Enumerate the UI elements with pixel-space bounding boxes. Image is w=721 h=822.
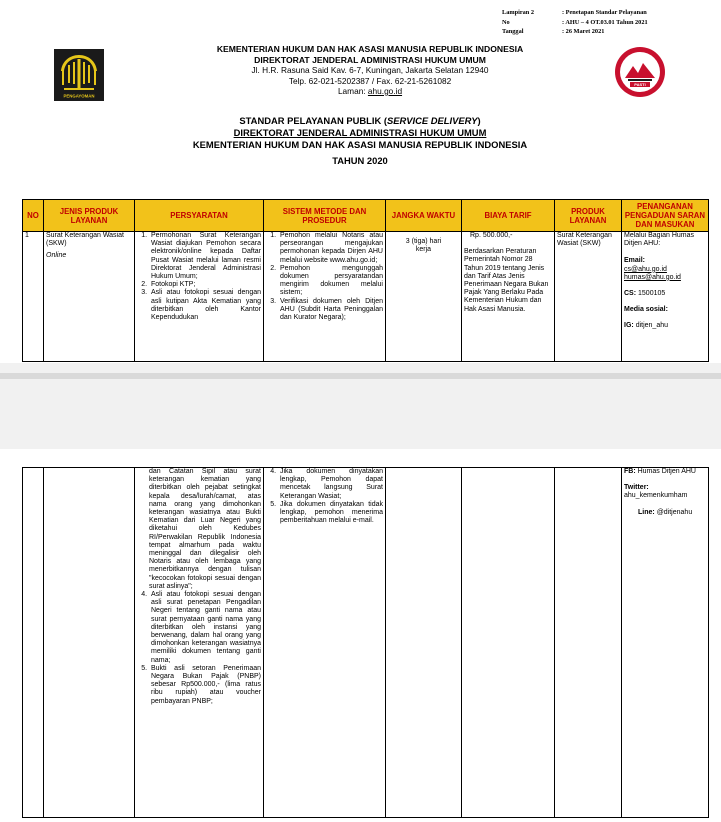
- header-produk: PRODUK LAYANAN: [555, 200, 622, 232]
- list-item: 1. Permohonan Surat Keterangan Wasiat diajukan Pemohon secara elektronik/online kepada Daftar Pusat Wasiat melalui laman resmi Direktorat Jenderal Administrasi Hukum Umum;: [149, 232, 261, 281]
- page-separator: [0, 363, 721, 449]
- biaya-basis: Berdasarkan Peraturan Pemerintah Nomor 28 Tahun 2019 tentang Jenis dan Tarif Atas Jenis Penerimaan Negara Bukan Pajak Yang Berlaku Pada Kementerian Hukum dan Hak Asasi Manusia.: [464, 248, 549, 313]
- cell-jangka: 3 (tiga) hari kerja: [386, 232, 462, 362]
- list-item: 2. Fotokopi KTP;: [149, 281, 261, 289]
- email-link-humas[interactable]: humas@ahu.go.id: [624, 273, 681, 281]
- list-item: 5. Jika dokumen dinyatakan tidak lengkap, pemohon menerima pemberitahuan melalui e-mail.: [278, 501, 383, 526]
- list-item: 2. Pemohon mengunggah dokumen persyaratandan mengirim dokumen melalui sistem;: [278, 265, 383, 298]
- lampiran-block: [502, 8, 648, 37]
- cell-produk: [555, 468, 622, 818]
- cell-produk: Surat Keterangan Wasiat (SKW): [555, 232, 622, 362]
- list-item: 5. Bukti asli setoran Penerimaan Negara Bukan Pajak (PNBP) sebesar Rp500.000,- (lima ratus ribu rupiah) atau voucher pembayaran PNBP;: [149, 665, 261, 706]
- header-prosedur: SISTEM METODE DAN PROSEDUR: [264, 200, 386, 232]
- email-link-cs[interactable]: cs@ahu.go.id: [624, 265, 667, 273]
- list-item: 3. Verifikasi dokumen oleh Ditjen AHU (Subdit Harta Peninggalan dan Kurator Negara);: [278, 298, 383, 323]
- list-item: 4. Asli atau fotokopi sesuai dengan asli surat penetapan Pengadilan Negeri tentang ganti nama atau surat pernyataan ganti nama yang diterbitkan oleh instansi yang berwenang, dalam hal orang yang dimohonkan keterangan wasiatnya memiliki dokumen tentang ganti nama;: [149, 591, 261, 665]
- website-link[interactable]: ahu.go.id: [367, 86, 403, 96]
- service-standard-table-continued: [22, 467, 709, 818]
- cell-persyaratan: [135, 468, 264, 818]
- cell-persyaratan: [135, 232, 264, 362]
- list-item: 4. Jika dokumen dinyatakan lengkap, Pemohon dapat mencetak langsung Surat Keterangan Wasiat;: [278, 468, 383, 501]
- cell-prosedur: [264, 232, 386, 362]
- cell-jenis: Surat Keterangan Wasiat (SKW) Online: [44, 232, 135, 362]
- header-website: Laman: ahu.go.id: [337, 86, 403, 96]
- header-biaya: BIAYA TARIF: [462, 200, 555, 232]
- service-standard-table: [22, 199, 709, 362]
- cell-jangka: [386, 468, 462, 818]
- document-titles: [120, 115, 600, 167]
- list-item: 1. Pemohon melalui Notaris atau perseorangan mengajukan permohonan kepada Dirjen AHU melalui website www.ahu.go.id;: [278, 232, 383, 265]
- header-phone: Telp. 62-021-5202387 / Fax. 62-21-5261082: [288, 75, 452, 86]
- pasti-logo-icon: [614, 46, 666, 98]
- lampiran-row: No : AHU – 4 OT.03.01 Tahun 2021: [502, 18, 648, 26]
- header-persyaratan: PERSYARATAN: [135, 200, 264, 232]
- header-address: Jl. H.R. Rasuna Said Kav. 6-7, Kuningan, Jakarta Selatan 12940: [251, 65, 489, 75]
- title-ministry: KEMENTERIAN HUKUM DAN HAK ASASI MANUSIA REPUBLIK INDONESIA: [192, 139, 528, 150]
- cell-biaya: [462, 232, 555, 362]
- biaya-amount: Rp. 500.000,-: [470, 232, 513, 239]
- title-directorate: DIREKTORAT JENDERAL ADMINISTRASI HUKUM UMUM: [233, 127, 487, 138]
- cell-no: [23, 468, 44, 818]
- header-directorate: DIREKTORAT JENDERAL ADMINISTRASI HUKUM UMUM: [254, 54, 486, 65]
- document-page-2: [0, 449, 721, 822]
- header-ministry: KEMENTERIAN HUKUM DAN HAK ASASI MANUSIA REPUBLIK INDONESIA: [216, 44, 524, 54]
- cell-jenis: [44, 468, 135, 818]
- header-no: NO: [23, 200, 44, 232]
- cell-biaya: [462, 468, 555, 818]
- title-service-standard: STANDAR PELAYANAN PUBLIK (SERVICE DELIVERY): [239, 115, 481, 126]
- cell-pengaduan: FB: Humas Ditjen AHU Twitter: ahu_kemenkumham Line: @ditjenahu: [622, 468, 709, 818]
- cell-pengaduan: Melalui Bagian Humas Ditjen AHU: Email: cs@ahu.go.id humas@ahu.go.id CS: 1500105 Media sosial: IG: ditjen_ahu: [622, 232, 709, 362]
- header-pengaduan: PENANGANAN PENGADUAN SARAN DAN MASUKAN: [622, 200, 709, 232]
- cell-no: 1: [23, 232, 44, 362]
- jenis-mode: Online: [46, 252, 67, 260]
- table-row: [23, 468, 709, 818]
- table-row: [23, 232, 709, 362]
- header-jangka: JANGKA WAKTU: [386, 200, 462, 232]
- header-jenis: JENIS PRODUK LAYANAN: [44, 200, 135, 232]
- list-item-continued: dan Catatan Sipil atau surat keterangan kematian yang diterbitkan oleh pejabat setingkat kepala desa/lurah/camat, atas nama orang yang dimohonkan keterangan wasiatnya atau Bukti Kematian dari Luar Negeri yang diketahui oleh Kedubes RI/Perwakilan Republik Indonesia tempat almarhum pada waktu meninggal dan dilegalisir oleh Notaris atau oleh lembaga yang menerbitkannya dengan tulisan "kecocokan fotokopi sesuai dengan surat aslinya";: [149, 468, 261, 590]
- logo-right-text: PASTI: [634, 82, 646, 88]
- letterhead: [180, 44, 560, 97]
- table-header-row: [23, 200, 709, 232]
- lampiran-row: Tanggal : 26 Maret 2021: [502, 28, 605, 35]
- pengayoman-logo-icon: [54, 49, 104, 101]
- title-year: TAHUN 2020: [332, 155, 388, 166]
- logo-left-text: PENGAYOMAN: [63, 93, 95, 99]
- cell-prosedur: [264, 468, 386, 818]
- lampiran-row: Lampiran 2 : Penetapan Standar Pelayanan: [502, 9, 647, 16]
- list-item: 3. Asli atau fotokopi sesuai dengan asli kutipan Akta Kematian yang diterbitkan oleh Kantor Kependudukan: [149, 289, 261, 322]
- document-page-1: [0, 0, 721, 363]
